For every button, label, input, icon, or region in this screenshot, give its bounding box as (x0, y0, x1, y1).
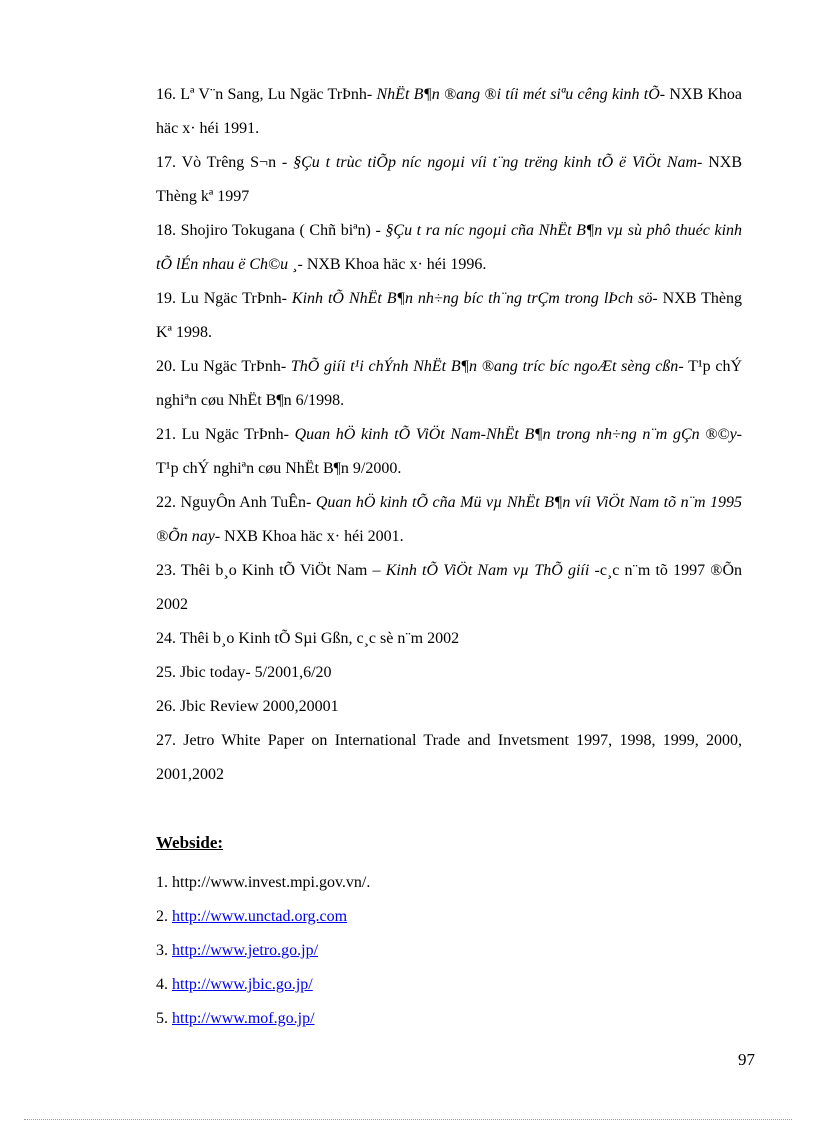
websites-heading: Webside: (156, 833, 224, 852)
reference-number: 18. (156, 222, 176, 239)
reference-author: Lu Ngäc TrÞnh- (180, 290, 292, 307)
website-link-jbic[interactable]: http://www.jbic.go.jp/ (172, 976, 313, 993)
reference-title: §Çu t ra níc ngoµi cña NhËt B¶n vµ sù phô thuéc kinh tÕ lÉn nhau ë Ch©u ¸ (156, 222, 743, 273)
reference-title: ThÕ giíi t¹i chÝnh NhËt B¶n ®ang tríc bíc ngoÆt sèng cßn (290, 358, 679, 375)
reference-author: Thêi b¸o Kinh tÕ ViÖt Nam – (180, 562, 386, 579)
reference-item (156, 486, 742, 554)
reference-item (156, 214, 742, 282)
reference-publisher: - T¹p chÝ nghiªn cøu NhËt B¶n 9/2000. (156, 426, 742, 477)
page-number: 97 (738, 1050, 755, 1069)
reference-publisher: -c¸c n¨m tõ 1997 ®Õn 2002 (156, 562, 743, 613)
reference-author: Jbic Review 2000,20001 (180, 698, 339, 715)
reference-publisher: - NXB Khoa häc x· héi 1996. (297, 256, 487, 273)
website-link-jetro[interactable]: http://www.jetro.go.jp/ (172, 942, 319, 959)
reference-title: Quan hÖ kinh tÕ cña Mü vµ NhËt B¶n víi ViÖt Nam tõ n¨m 1995 ®Õn nay (156, 494, 743, 545)
reference-number: 26. (156, 698, 176, 715)
reference-item (156, 690, 742, 724)
website-link-mof[interactable]: http://www.mof.go.jp/ (172, 1010, 315, 1027)
reference-number: 27. (156, 732, 176, 749)
reference-title: Quan hÖ kinh tÕ ViÖt Nam-NhËt B¶n trong nh÷ng n¨m gÇn ®©y (294, 426, 737, 443)
reference-number: 24. (156, 630, 176, 647)
page-bottom-border (24, 1119, 792, 1120)
reference-author: Lu Ngäc TrÞnh- (181, 426, 295, 443)
reference-number: 21. (156, 426, 176, 443)
reference-author: Lª V¨n Sang, Lu Ngäc TrÞnh- (180, 86, 373, 103)
reference-author: NguyÔn Anh TuÊn- (180, 494, 316, 511)
reference-title: NhËt B¶n ®ang ®i tíi mét siªu cêng kinh tÕ (372, 86, 660, 103)
website-list (156, 866, 742, 1036)
website-number: 2. (156, 908, 168, 925)
website-item (156, 1002, 742, 1036)
website-item (156, 866, 742, 900)
reference-author: Jbic today- 5/2001,6/20 (180, 664, 332, 681)
reference-item (156, 418, 742, 486)
website-item (156, 934, 742, 968)
reference-author: Jetro White Paper on International Trade and Invetsment 1997, 1998, 1999, 2000, 2001,2002 (156, 732, 743, 783)
website-item (156, 900, 742, 934)
reference-number: 20. (156, 358, 176, 375)
reference-title: Kinh tÕ NhËt B¶n nh÷ng bíc th¨ng trÇm trong lÞch sö (291, 290, 653, 307)
reference-number: 16. (156, 86, 176, 103)
reference-author: Lu Ngäc TrÞnh- (180, 358, 291, 375)
reference-item (156, 656, 742, 690)
website-number: 1. (156, 874, 168, 891)
reference-item (156, 78, 742, 146)
reference-item (156, 554, 742, 622)
reference-item (156, 724, 742, 792)
website-number: 5. (156, 1010, 168, 1027)
reference-author: Vò Trêng S¬n - (181, 154, 294, 171)
reference-publisher: - NXB Khoa häc x· héi 1991. (156, 86, 743, 137)
reference-number: 23. (156, 562, 176, 579)
reference-publisher: - NXB Khoa häc x· héi 2001. (214, 528, 404, 545)
reference-number: 22. (156, 494, 176, 511)
reference-publisher: - T¹p chÝ nghiªn cøu NhËt B¶n 6/1998. (156, 358, 743, 409)
website-link-unctad[interactable]: http://www.unctad.org.com (172, 908, 348, 925)
reference-item (156, 350, 742, 418)
reference-title: §Çu t trùc tiÕp níc ngoµi víi t¨ng trëng kinh tÕ ë ViÖt Nam (293, 154, 698, 171)
reference-item (156, 146, 742, 214)
reference-publisher: - NXB Thèng Kª 1998. (156, 290, 742, 341)
reference-item (156, 622, 742, 656)
website-url-text: http://www.invest.mpi.gov.vn/. (172, 874, 371, 891)
reference-number: 17. (156, 154, 176, 171)
reference-author: Shojiro Tokugana ( Chñ biªn) - (180, 222, 386, 239)
reference-item (156, 282, 742, 350)
website-item (156, 968, 742, 1002)
reference-title: Kinh tÕ ViÖt Nam vµ ThÕ giíi (385, 562, 595, 579)
reference-number: 19. (156, 290, 176, 307)
reference-author: Thêi b¸o Kinh tÕ Sµi Gßn, c¸c sè n¨m 2002 (179, 630, 460, 647)
reference-number: 25. (156, 664, 176, 681)
reference-list (156, 78, 742, 792)
reference-publisher: - NXB Thèng kª 1997 (156, 154, 742, 205)
website-number: 3. (156, 942, 168, 959)
website-number: 4. (156, 976, 168, 993)
